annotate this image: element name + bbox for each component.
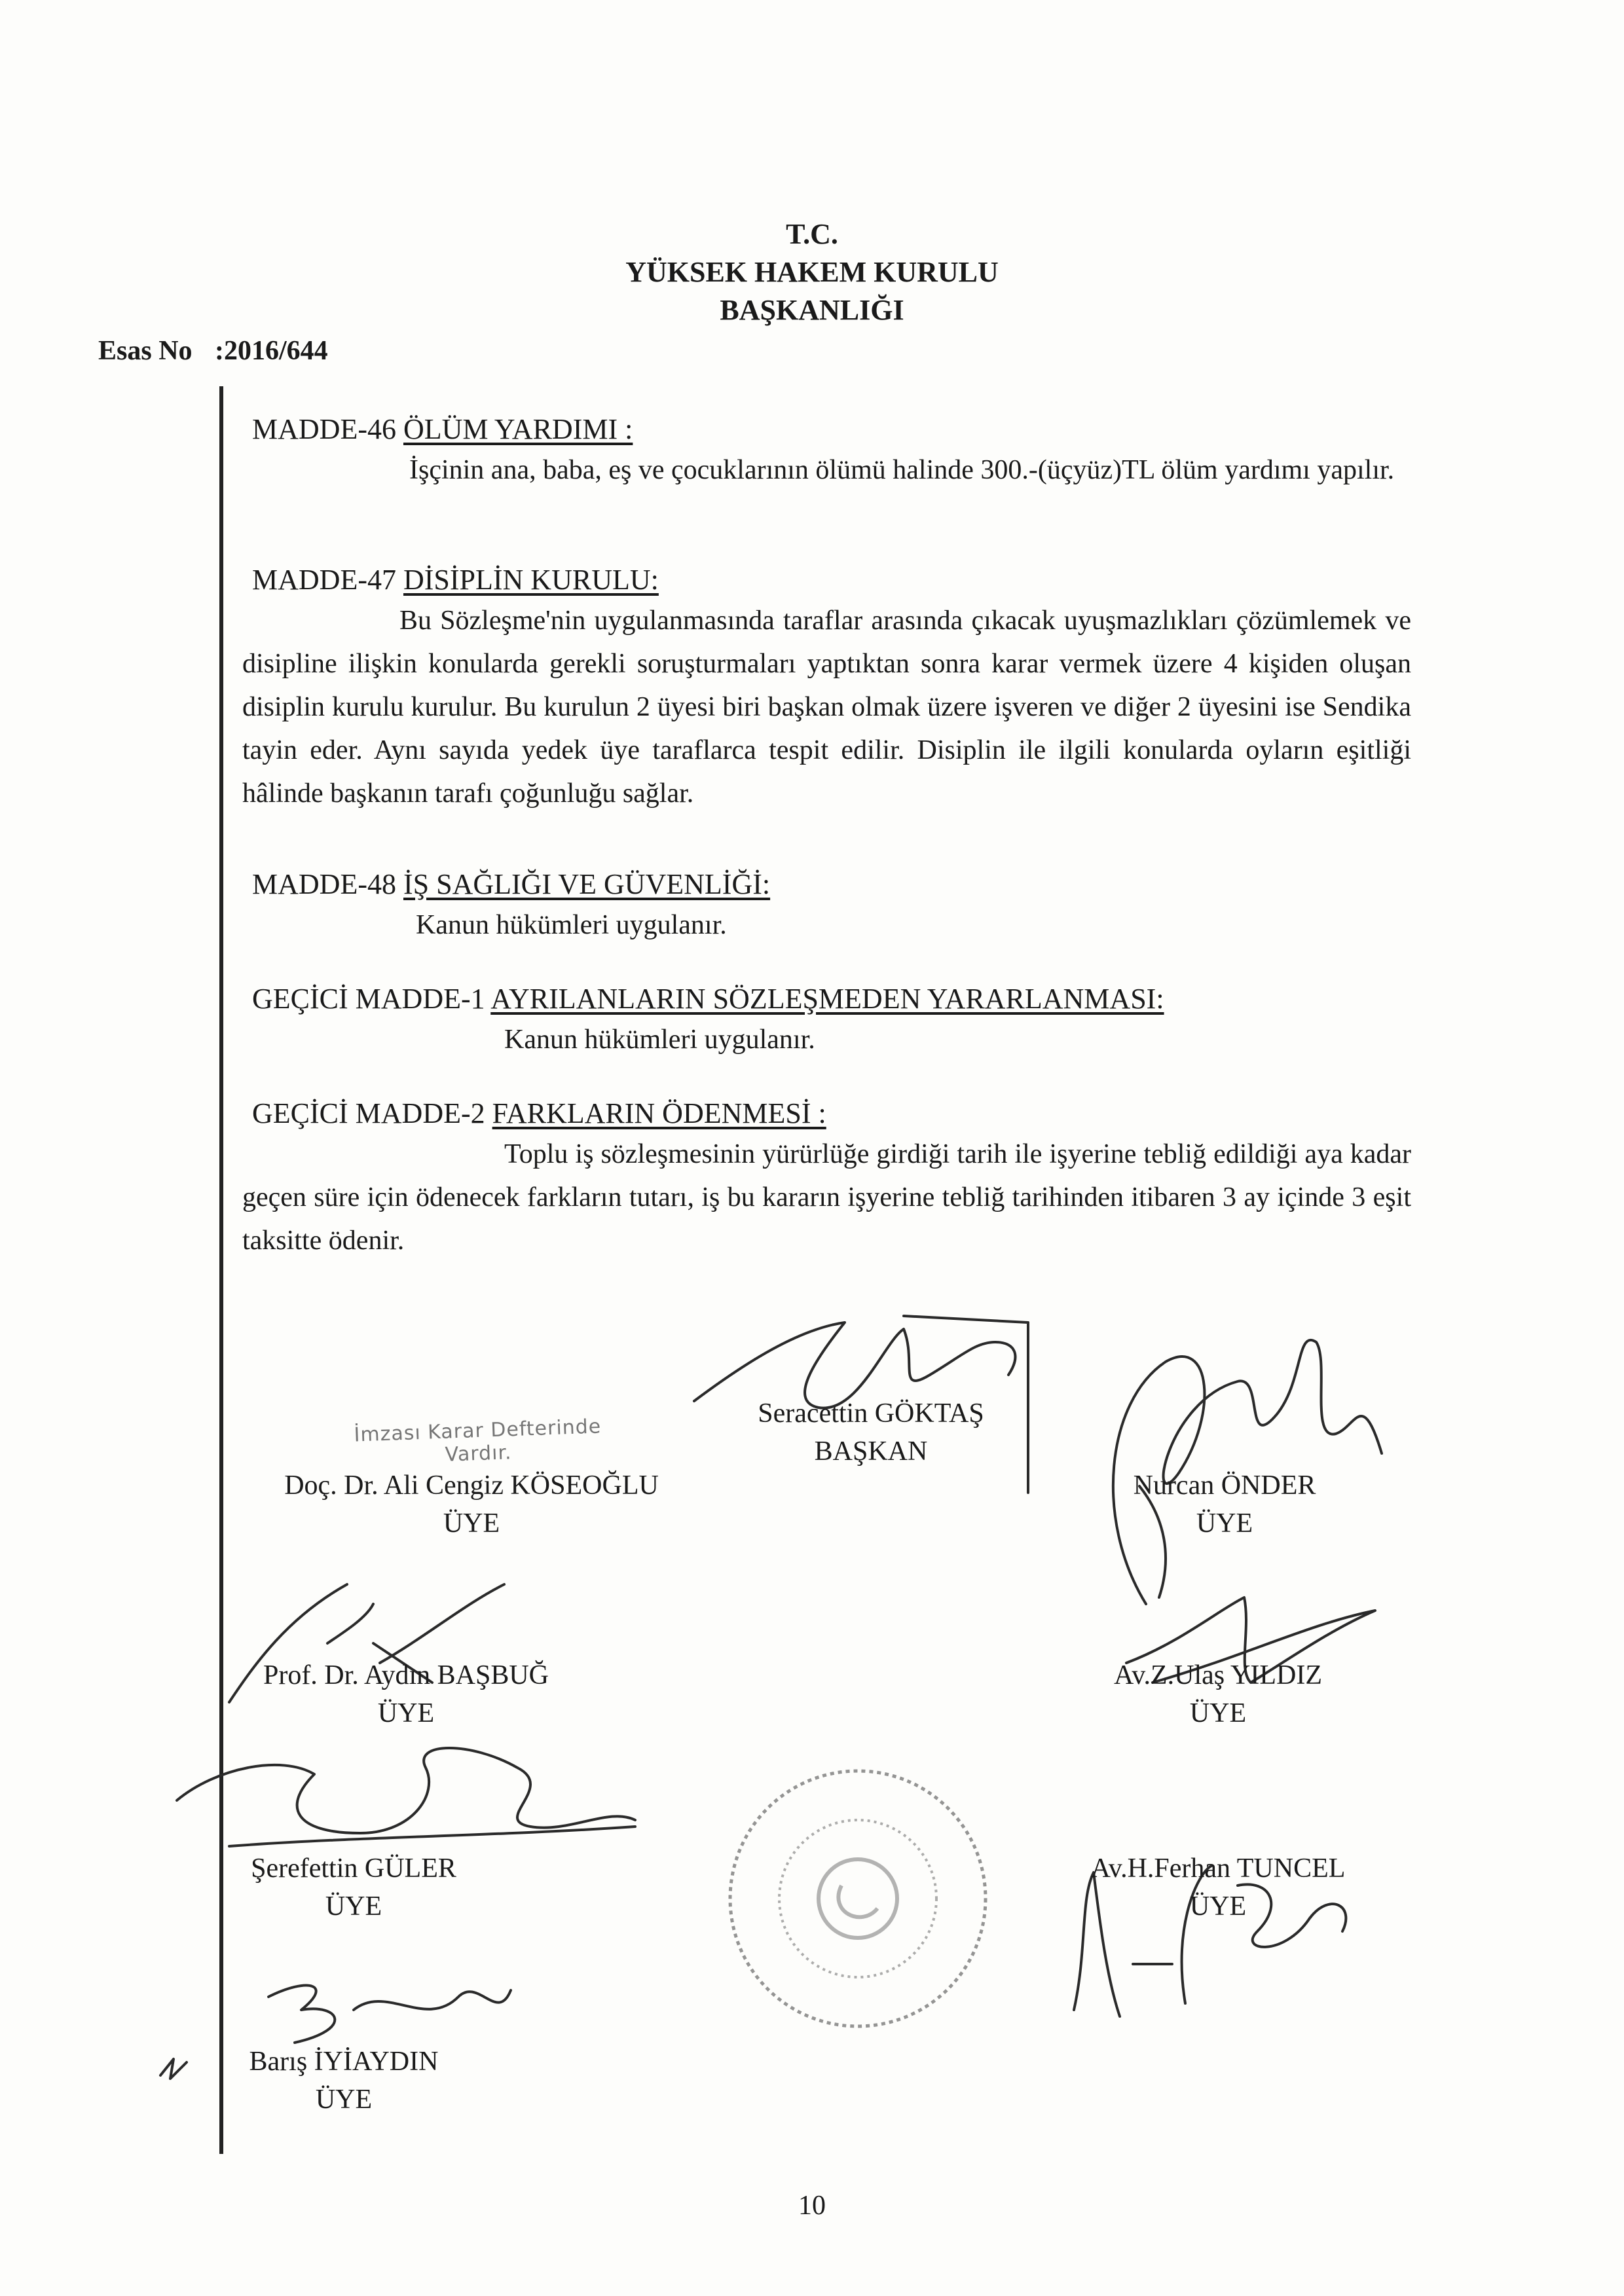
- case-number-value: :2016/644: [215, 336, 328, 366]
- temp-article-1-text: Kanun hükümleri uygulanır.: [504, 1025, 815, 1055]
- signatory-onder: [1080, 1467, 1369, 1542]
- article-48-text: Kanun hükümleri uygulanır.: [416, 910, 727, 940]
- article-46-text: İşçinin ana, baba, eş ve çocuklarının ölümü halinde 300.-(üçyüz)TL ölüm yardımı yapılır.: [409, 455, 1395, 485]
- stamp-note-line1: İmzası Karar Defterinde: [353, 1415, 602, 1447]
- signatory-name: Seracettin GÖKTAŞ: [758, 1398, 984, 1429]
- article-number: MADDE-48: [252, 868, 396, 900]
- article-title: DİSİPLİN KURULU:: [403, 564, 659, 596]
- signatory-yildiz: [1074, 1656, 1362, 1732]
- signatory-name: Av.Z.Ulaş YILDIZ: [1113, 1660, 1322, 1690]
- signatory-role: ÜYE: [325, 1891, 382, 1922]
- signature-registry-note: [307, 1413, 649, 1471]
- case-number-label: Esas No: [98, 336, 193, 366]
- signatory-baskan: [707, 1394, 1035, 1470]
- page-number: 10: [798, 2191, 826, 2221]
- header-tc: T.C.: [786, 218, 838, 250]
- signatory-name: Prof. Dr. Aydın BAŞBUĞ: [263, 1660, 549, 1690]
- signatory-koseoglu: [229, 1467, 714, 1542]
- article-number: GEÇİCİ MADDE-2: [252, 1097, 485, 1129]
- signatory-role: BAŞKAN: [814, 1436, 928, 1467]
- signatory-tuncel: [1061, 1850, 1375, 1925]
- signature-initials: [154, 2052, 193, 2085]
- header-presidency: BAŞKANLIĞI: [720, 294, 904, 326]
- signatory-role: ÜYE: [1196, 1508, 1253, 1539]
- article-46-heading: [252, 412, 633, 446]
- article-title: ÖLÜM YARDIMI :: [403, 413, 633, 445]
- signatory-guler: [223, 1850, 485, 1925]
- header-institution: YÜKSEK HAKEM KURULU: [625, 256, 999, 288]
- signatory-name: Barış İYİAYDIN: [249, 2047, 439, 2077]
- temp-article-2-text: Toplu iş sözleşmesinin yürürlüğe girdiği tarih ile işyerine tebliğ edildiği aya kadar geçen süre için ödenecek farkların tutarı, iş bu kararın işyerine tebliğ tarihinden itibaren 3 ay içinde 3 eşit taksitte ödenir.: [242, 1139, 1411, 1256]
- signatory-name: Doç. Dr. Ali Cengiz KÖSEOĞLU: [284, 1470, 659, 1501]
- temp-article-2-heading: [252, 1097, 826, 1130]
- signatory-name: Av.H.Ferhan TUNCEL: [1090, 1853, 1346, 1884]
- article-title: İŞ SAĞLIĞI VE GÜVENLİĞİ:: [403, 868, 771, 900]
- signatory-role: ÜYE: [315, 2085, 373, 2115]
- article-number: GEÇİCİ MADDE-1: [252, 983, 485, 1015]
- article-number: MADDE-47: [252, 564, 396, 596]
- article-47-text: Bu Sözleşme'nin uygulanmasında taraflar arasında çıkacak uyuşmazlıkları çözümlemek ve disipline ilişkin konularda gerekli soruşturmaları yaptıktan sonra karar vermek üzere 4 kişiden oluşan disiplin kurulu kurulur. Bu kurulun 2 üyesi biri başkan olmak üzere işveren ve diğer 2 üyesini ise Sendika tayin eder. Aynı sayıda yedek üye taraflarca tespit edilir. Disiplin ile ilgili konularda oyların eşitliği hâlinde başkanın tarafı çoğunluğu sağlar.: [242, 606, 1411, 809]
- signatory-role: ÜYE: [377, 1698, 435, 1728]
- temp-article-1-heading: [252, 982, 1164, 1015]
- signatory-role: ÜYE: [1189, 1891, 1247, 1922]
- signatory-basbug: [229, 1656, 583, 1732]
- article-47-heading: [252, 563, 659, 596]
- stamp-note-line2: Vardır.: [445, 1441, 513, 1467]
- signatory-name: Nurcan ÖNDER: [1133, 1470, 1316, 1501]
- signatory-role: ÜYE: [1189, 1698, 1247, 1728]
- article-48-heading: [252, 867, 770, 901]
- article-number: MADDE-46: [252, 413, 396, 445]
- signatory-name: Şerefettin GÜLER: [251, 1853, 456, 1884]
- signatory-iyiaydin: [229, 2043, 458, 2119]
- signatory-role: ÜYE: [443, 1508, 500, 1539]
- official-seal-icon: [720, 1761, 995, 2036]
- article-title: FARKLARIN ÖDENMESİ :: [492, 1097, 826, 1129]
- article-title: AYRILANLARIN SÖZLEŞMEDEN YARARLANMASI:: [490, 983, 1164, 1015]
